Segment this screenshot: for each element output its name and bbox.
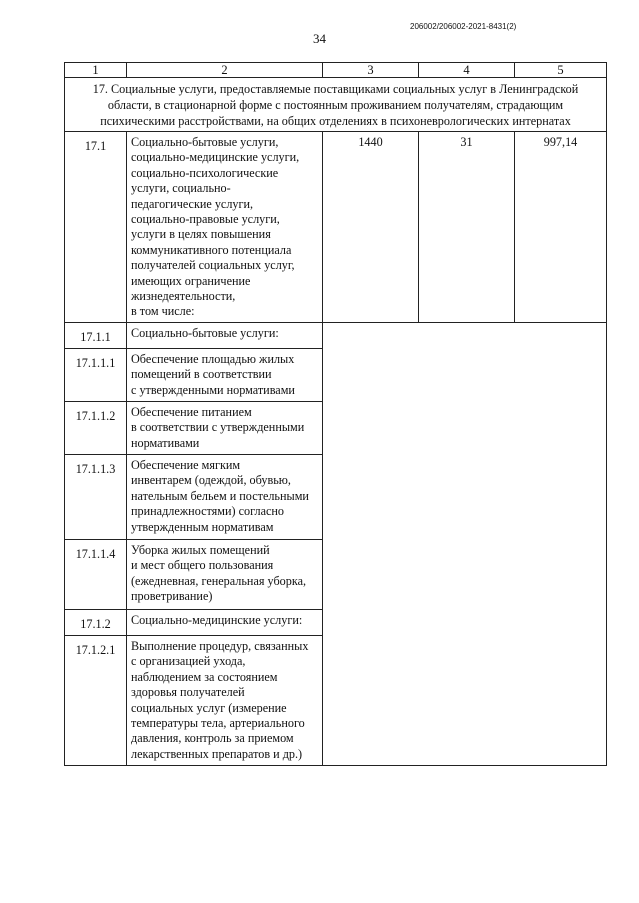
description-line: утвержденным нормативам xyxy=(131,519,274,534)
description-line: коммуникативного потенциала xyxy=(131,242,292,257)
section-title: 17. Социальные услуги, предоставляемые поставщиками социальных услуг в Ленинградской области, в стационарной форме с постоянным проживанием получателям, страдающим психическими расстройствами, на общих отделениях в психоневрологических интернатах xyxy=(65,78,607,132)
description-line: лекарственных препаратов и др.) xyxy=(131,746,303,761)
description-line: услуги в целях повышения xyxy=(131,227,271,242)
description-line: Обеспечение мягким xyxy=(131,457,241,472)
description-line: Социально-бытовые услуги, xyxy=(131,135,279,149)
row-code: 17.1.1.2 xyxy=(65,401,127,454)
description-line: проветривание) xyxy=(131,589,213,604)
description-line: давления, контроль за приемом xyxy=(131,731,294,746)
description-line: температуры тела, артериального xyxy=(131,715,305,730)
description-line: нормативами xyxy=(131,435,200,450)
table-row xyxy=(65,322,607,348)
description-line: и мест общего пользования xyxy=(131,558,274,573)
section-row xyxy=(65,78,607,132)
row-code: 17.1.1.3 xyxy=(65,454,127,539)
row-code: 17.1.1.4 xyxy=(65,539,127,609)
description-line: Обеспечение питанием xyxy=(131,404,252,419)
description-line: здоровья получателей xyxy=(131,685,245,700)
description-line: Выполнение процедур, связанных xyxy=(131,638,309,653)
description-line: имеющих ограничение xyxy=(131,273,251,288)
description-line: получателей социальных услуг, xyxy=(131,258,295,273)
row-code: 17.1.2.1 xyxy=(65,635,127,765)
row-description xyxy=(127,322,323,348)
description-line: в соответствии с утвержденными xyxy=(131,420,305,435)
row-description xyxy=(127,539,323,609)
description-line: Обеспечение площадью жилых xyxy=(131,351,295,366)
description-line: наблюдением за состоянием xyxy=(131,669,278,684)
description-line: Уборка жилых помещений xyxy=(131,542,270,557)
row-code: 17.1.1 xyxy=(65,322,127,348)
row-description xyxy=(127,609,323,635)
description-line: социально-психологические xyxy=(131,165,279,180)
row-description xyxy=(127,348,323,401)
page-number: 34 xyxy=(313,31,326,46)
column-header: 4 xyxy=(419,63,515,78)
services-table xyxy=(64,62,607,766)
description-line: жизнедеятельности, xyxy=(131,289,236,304)
description-line: инвентарем (одеждой, обувью, xyxy=(131,473,291,488)
description-line: Социально-медицинские услуги: xyxy=(131,612,303,627)
column-header: 3 xyxy=(323,63,419,78)
row-code: 17.1.2 xyxy=(65,609,127,635)
row-description xyxy=(127,454,323,539)
value-col5: 997,14 xyxy=(515,132,607,323)
row-description xyxy=(127,401,323,454)
column-header: 5 xyxy=(515,63,607,78)
description-line: с организацией ухода, xyxy=(131,654,246,669)
description-line: социально-медицинские услуги, xyxy=(131,150,300,165)
description-line: (ежедневная, генеральная уборка, xyxy=(131,573,307,588)
description-line: социально-правовые услуги, xyxy=(131,212,280,227)
value-col3: 1440 xyxy=(323,132,419,323)
row-description xyxy=(127,132,323,323)
description-line: принадлежностями) согласно xyxy=(131,504,285,519)
description-line: помещений в соответствии xyxy=(131,367,272,382)
description-line: Социально-бытовые услуги: xyxy=(131,325,279,340)
description-line: услуги, социально- xyxy=(131,181,231,196)
table-row xyxy=(65,132,607,323)
column-header: 2 xyxy=(127,63,323,78)
description-line: с утвержденными нормативами xyxy=(131,382,295,397)
row-code: 17.1.1.1 xyxy=(65,348,127,401)
merged-empty-cell xyxy=(323,322,607,765)
table-header-row xyxy=(65,63,607,78)
column-header: 1 xyxy=(65,63,127,78)
description-line: педагогические услуги, xyxy=(131,196,254,211)
description-line: в том числе: xyxy=(131,304,195,319)
row-code: 17.1 xyxy=(65,132,127,323)
row-description xyxy=(127,635,323,765)
document-code: 206002/206002-2021-8431(2) xyxy=(410,22,517,31)
description-line: нательным бельем и постельными xyxy=(131,488,309,503)
description-line: социальных услуг (измерение xyxy=(131,700,287,715)
value-col4: 31 xyxy=(419,132,515,323)
